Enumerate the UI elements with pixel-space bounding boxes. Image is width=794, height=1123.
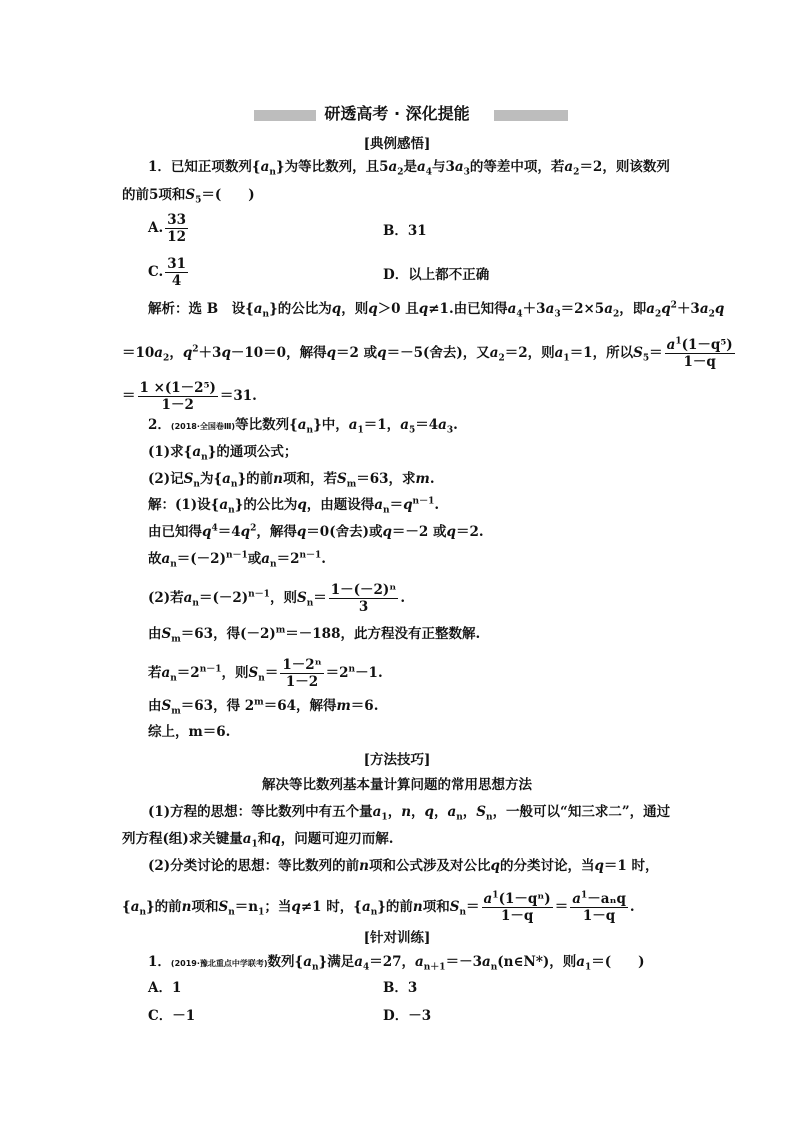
question-1-line-1: 1．已知正项数列$\{a_n\}$为等比数列，且$5a_2$是$a_4$与$3a_3$的等差中项，若$a_2=2$，则该数列: [148, 159, 670, 178]
option-b[interactable]: B．31: [383, 223, 427, 239]
section-header: [0, 104, 794, 124]
question-2-part-1: (1)求$\{a_n\}$的通项公式；: [148, 444, 298, 463]
question-2-stem: 2．(2018·全国卷Ⅲ)等比数列$\{a_n\}$中，$a_1=1$，$a_5=4a_3$.: [148, 417, 458, 436]
method-paragraph-2-line-2: $\{a_n\}$的前n项和$S_n=n_1$；当q≠1 时，$\{a_n\}$的前n项和$S_n=$ $\frac{a^1(1-q^n)}{1-q}$ ＝ $\frac{a^1-a_nq}{1-q}$ .: [122, 890, 635, 924]
solution-1-line-3: ＝ $\frac{\text{1 ×(1－2⁵)}}{1-2}$ ＝31.: [122, 380, 257, 413]
practice-option-a[interactable]: A．1: [148, 980, 182, 996]
solution-1-line-2: $=10a_2$，$q^2+3q-10=0$，解得q＝2 或q＝－5(舍去)，又$a_2=2$，则$a_1=1$，所以$S_5=$ $\frac{a^1(1-q^5)}{1-q}$: [122, 336, 733, 370]
solution-2-line-2: 由已知得$q^4=4q^2$，解得q＝0(舍去)或q＝－2 或q＝2.: [148, 523, 484, 540]
option-c[interactable]: C. $\frac{31}{4}$: [148, 256, 187, 289]
solution-2-line-3: 故$a_n=(-2)^{n-1}$或$a_n=2^{n-1}$.: [148, 550, 326, 570]
method-paragraph-2-line-1: (2)分类讨论的思想：等比数列的前n项和公式涉及对公比q的分类讨论，当q＝1 时，: [148, 858, 659, 874]
solution-2-line-1: 解：(1)设$\{a_n\}$的公比为q，由题设得$a_n=q^{n-1}$.: [148, 496, 440, 516]
solution-2-line-8: 综上，m＝6.: [148, 724, 231, 740]
solution-2-line-5: 由$S_m=63$，得$(-2)^m=-188$，此方程没有正整数解.: [148, 625, 481, 645]
option-a[interactable]: A. $\frac{33}{12}$: [148, 212, 186, 245]
method-paragraph-1-line-2: 列方程(组)求关键量$a_1$和q，问题可迎刃而解.: [122, 831, 394, 850]
practice-option-d[interactable]: D．－3: [383, 1008, 432, 1024]
practice-option-b[interactable]: B．3: [383, 980, 418, 996]
header-title: 研透高考 · 深化提能: [324, 104, 470, 123]
practice-option-c[interactable]: C．－1: [148, 1008, 196, 1024]
method-title: 解决等比数列基本量计算问题的常用思想方法: [262, 777, 532, 793]
solution-2-line-7: 由$S_m=63$，得 $2^m=64$，解得m＝6.: [148, 697, 379, 717]
solution-2-line-4: (2)若$a_n=(-2)^{n-1}$，则$S_n=$ $\frac{\text{1－(－2)ⁿ}}{3}$ .: [148, 582, 406, 615]
section-label-practice: [针对训练]: [363, 930, 431, 946]
practice-1-stem: 1．(2019·豫北重点中学联考)数列$\{a_n\}$满足$a_4=27$，$a_{n+1}=-3a_n(n\in N*)$，则$a_1=$( ): [148, 954, 645, 973]
question-2-part-2: (2)记$S_n$为$\{a_n\}$的前n项和，若$S_m=63$，求m.: [148, 471, 435, 490]
question-1-line-2: 的前5项和$S_5=$( ): [122, 187, 255, 206]
solution-1-line-1: 解析：选 B 设$\{a_n\}$的公比为q，则q＞0 且q≠1.由已知得$a_4+3a_3=2\times 5a_2$，即$a_2q^2+3a_2q$: [148, 300, 725, 320]
method-paragraph-1-line-1: (1)方程的思想：等比数列中有五个量$a_1$，n，q，$a_n$，$S_n$，一般可以“知三求二”，通过: [148, 804, 671, 823]
option-d[interactable]: D．以上都不正确: [383, 267, 490, 283]
section-label-examples: [典例感悟]: [363, 136, 431, 152]
section-label-method: [方法技巧]: [363, 752, 431, 768]
solution-2-line-6: 若$a_n=2^{n-1}$，则$S_n=$ $\frac{\text{1－2ⁿ}}{1-2}$ $=2^n-1$.: [148, 657, 383, 690]
